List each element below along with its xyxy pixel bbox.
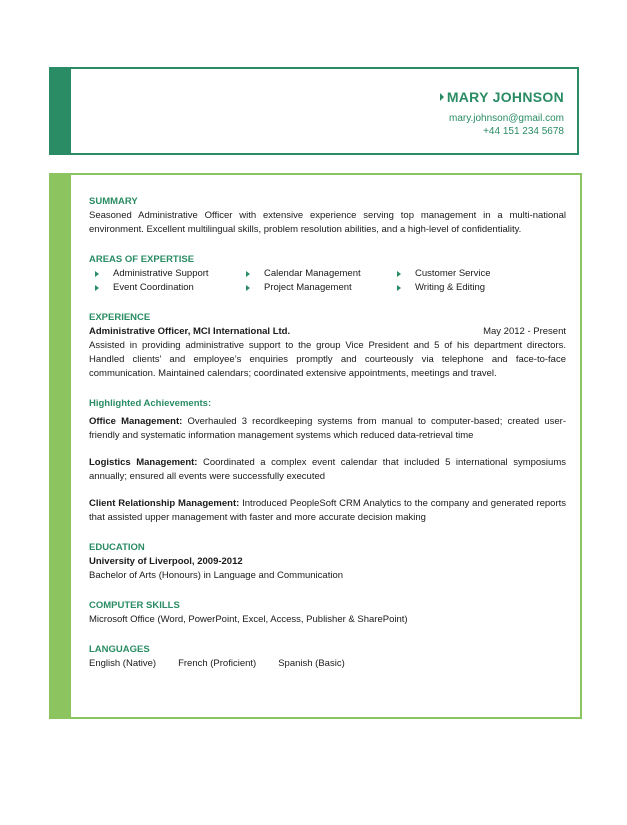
candidate-name-row bbox=[440, 89, 564, 105]
candidate-name: MARY JOHNSON bbox=[446, 89, 564, 105]
bullet-arrow-icon bbox=[246, 271, 250, 277]
education-heading: EDUCATION bbox=[89, 542, 145, 553]
language-item: Spanish (Basic) bbox=[278, 658, 345, 669]
expertise-item: Calendar Management bbox=[240, 267, 391, 281]
achievement-item: Client Relationship Management: Introduced PeopleSoft CRM Analytics to the company and generated reports that assisted upper management with faster and more accurate decision making bbox=[89, 498, 566, 523]
computer-skills-text: Microsoft Office (Word, PowerPoint, Excel, Access, Publisher & SharePoint) bbox=[89, 614, 408, 625]
arrow-icon bbox=[440, 93, 444, 101]
resume-content bbox=[89, 195, 566, 671]
body-accent-bar bbox=[51, 175, 71, 717]
expertise-item: Project Management bbox=[240, 281, 391, 295]
bullet-arrow-icon bbox=[397, 271, 401, 277]
expertise-item: Administrative Support bbox=[89, 267, 240, 281]
header-accent-bar bbox=[51, 69, 71, 153]
bullet-arrow-icon bbox=[95, 271, 99, 277]
bullet-arrow-icon bbox=[95, 285, 99, 291]
expertise-item: Customer Service bbox=[391, 267, 542, 281]
expertise-list bbox=[89, 267, 566, 295]
expertise-item: Event Coordination bbox=[89, 281, 240, 295]
computer-skills-heading: COMPUTER SKILLS bbox=[89, 600, 180, 611]
job-header-row bbox=[89, 325, 566, 339]
achievements-heading: Highlighted Achievements: bbox=[89, 398, 212, 409]
language-item: French (Proficient) bbox=[178, 658, 257, 669]
summary-text: Seasoned Administrative Officer with extensive experience serving top management in a multi-national environment. Excellent multilingual skills, problem resolution abilities, and a high-level of confidentiality. bbox=[89, 210, 566, 235]
languages-list bbox=[89, 657, 566, 671]
job-title: Administrative Officer, MCI International Ltd. bbox=[89, 326, 291, 337]
job-dates: May 2012 - Present bbox=[483, 326, 566, 337]
experience-heading: EXPERIENCE bbox=[89, 312, 151, 323]
bullet-arrow-icon bbox=[246, 285, 250, 291]
education-school: University of Liverpool, 2009-2012 bbox=[89, 556, 243, 567]
phone-text: +44 151 234 5678 bbox=[483, 126, 564, 137]
expertise-heading: AREAS OF EXPERTISE bbox=[89, 254, 195, 265]
resume-body bbox=[49, 173, 582, 719]
language-item: English (Native) bbox=[89, 658, 157, 669]
header-box bbox=[49, 67, 579, 155]
achievement-item: Logistics Management: Coordinated a complex event calendar that included 5 international symposiums annually; ensured all events were successfully executed bbox=[89, 457, 566, 482]
achievement-item: Office Management: Overhauled 3 recordkeeping systems from manual to computer-based; created user-friendly and systematic information management systems which reduced data-retrieval time bbox=[89, 416, 566, 441]
education-degree: Bachelor of Arts (Honours) in Language and Communication bbox=[89, 570, 344, 581]
summary-heading: SUMMARY bbox=[89, 196, 138, 207]
job-description: Assisted in providing administrative support to the group Vice President and 5 of his department directors. Handled clients’ and employee’s enquiries promptly and courteously via telephone and face-to-face communication. Maintained calendars; coordinated extensive appointments, meetings and travel. bbox=[89, 340, 566, 379]
languages-heading: LANGUAGES bbox=[89, 644, 150, 655]
expertise-item: Writing & Editing bbox=[391, 281, 542, 295]
bullet-arrow-icon bbox=[397, 285, 401, 291]
header-contact-block bbox=[440, 89, 564, 138]
email-text: mary.johnson@gmail.com bbox=[448, 113, 564, 124]
